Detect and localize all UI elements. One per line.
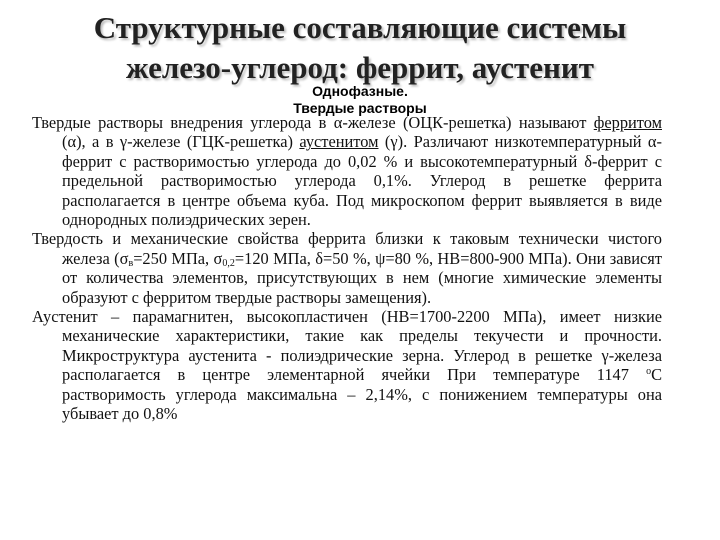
- title-line-1: Структурные составляющие системы: [93, 10, 627, 45]
- paragraph-ferrite-properties: [32, 229, 662, 307]
- symbol-gamma: γ: [601, 345, 609, 365]
- symbol-sigma: σ: [119, 248, 129, 268]
- symbol-gamma: γ: [390, 132, 398, 152]
- symbol-alpha: α: [647, 132, 657, 152]
- text-run: -феррит с предельной растворимостью углерода 0,1%. Углерод в решетке феррита располагается в центре объема куба. Под микроскопом феррит выявляется в виде однородных полиэдрических зерен.: [62, 151, 662, 230]
- title-line-2: железо-углерод: феррит, аустенит: [126, 50, 594, 85]
- symbol-alpha: α: [333, 113, 343, 132]
- degree-sign: о: [646, 366, 652, 378]
- text-run: Аустенит – парамагнитен, высокопластичен (НВ=1700-2200 МПа), имеет низкие механические характеристики, такие как пределы текучести и прочности. Микроструктура аустенита - полиэдрические зерна. Углерод в решетке: [32, 307, 662, 365]
- symbol-psi: ψ: [375, 248, 386, 268]
- symbol-sigma: σ: [213, 248, 223, 268]
- text-run: ), а в: [76, 132, 120, 152]
- symbol-delta: δ: [315, 248, 323, 268]
- term-ferrite: ферритом: [593, 113, 662, 132]
- symbol-gamma: γ: [119, 132, 128, 152]
- text-run: =120 МПа,: [234, 248, 316, 268]
- text-run: С растворимость углерода максимальна – 2,14%, с понижением температуры она убывает до 0,8%: [62, 365, 662, 424]
- subscript: в: [128, 257, 134, 269]
- text-run: -железе (ОЦК-решетка) называют: [342, 113, 594, 132]
- subtitle-solid-solutions: Твердые растворы: [293, 100, 427, 116]
- subtitle-single-phase: Однофазные.: [312, 83, 408, 99]
- text-run: -железа располагается в центре элементарной ячейки При температуре 1147: [62, 345, 662, 385]
- text-run: (: [378, 132, 391, 152]
- body-text: [32, 113, 662, 424]
- subscript: 0,2: [222, 257, 235, 269]
- slide-title: [0, 8, 720, 88]
- term-austenite: аустенитом: [299, 132, 379, 152]
- text-run: =80 %, HB=800-900 МПа). Они зависят от количества элементов, присутствующих в нем (многие химические элементы образуют с ферритом твердые растворы замещения).: [62, 248, 663, 307]
- text-run: =50 %,: [322, 248, 376, 268]
- text-run: ). Различают низкотемпературный: [397, 132, 648, 152]
- text-run: Твердость и механические свойства феррита близки к таковым технически чистого железа (: [32, 229, 662, 268]
- text-run: =250 МПа,: [133, 248, 214, 268]
- paragraph-austenite: [32, 307, 662, 423]
- symbol-delta: δ: [584, 151, 593, 171]
- paragraph-ferrite-definition: [32, 113, 662, 229]
- text-run: -железе (ГЦК-решетка): [127, 132, 300, 152]
- text-run: -феррит с растворимостью углерода до 0,02 % и высокотемпературный: [62, 132, 662, 171]
- text-run: Твердые растворы внедрения углерода в: [32, 113, 334, 132]
- symbol-alpha: α: [67, 132, 77, 152]
- text-run: (: [62, 132, 68, 152]
